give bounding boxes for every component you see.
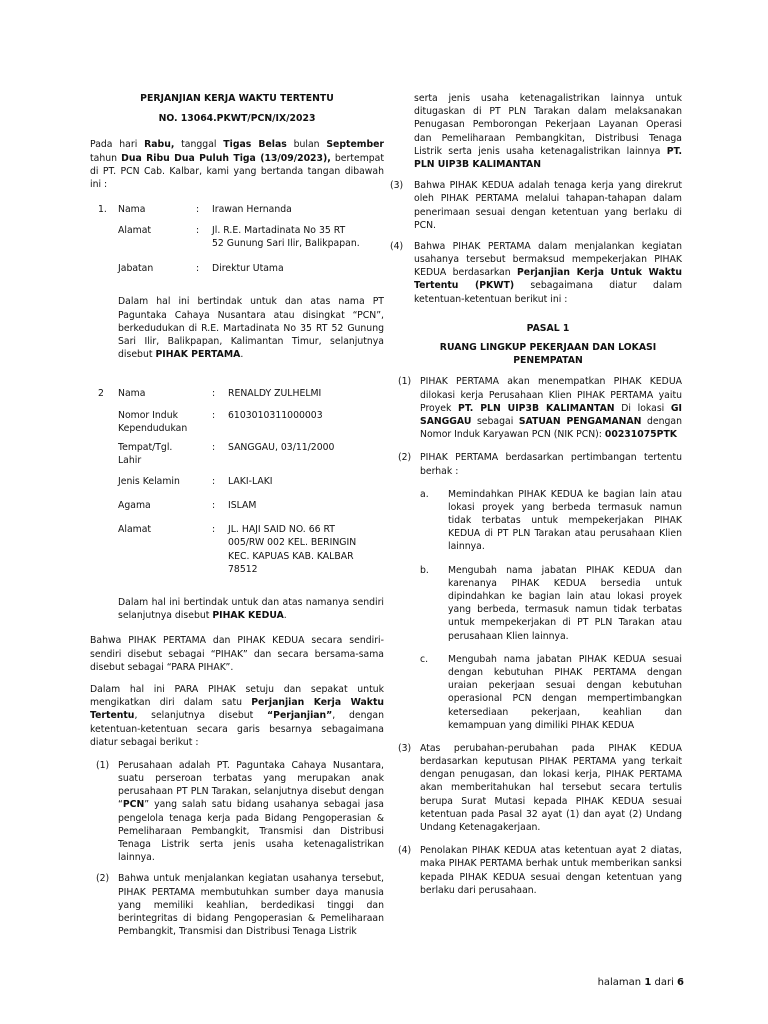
clause-number: (2) (398, 452, 412, 464)
party2-ttl-label2: Lahir (118, 455, 142, 467)
footer-text: dari (651, 977, 678, 988)
recital-2-continued (390, 92, 682, 171)
recital-bold: PCN (122, 799, 145, 811)
recital-bold: Perjanjian Kerja Untuk Waktu Tertentu (PKWT) (414, 267, 682, 292)
party2-nik: 6103010311000003 (228, 410, 323, 422)
clause-number: (1) (398, 376, 412, 388)
intro-year: Dua Ribu Dua Puluh Tiga (13/09/2023), (121, 152, 331, 164)
party2-nik-label1: Nomor Induk (118, 410, 178, 422)
pasal-heading: PASAL 1 (526, 322, 570, 334)
party2-jk-label: Jenis Kelamin (118, 476, 180, 488)
recital-1 (90, 759, 384, 865)
sub-clause-letter: b. (420, 564, 429, 576)
party2-nik-label2: Kependudukan (118, 423, 188, 435)
bahwa2-bold: “Perjanjian” (267, 710, 333, 722)
bahwa2-text: Dalam hal ini PARA PIHAK setuju dan sepakat untuk mengikatkan diri dalam satu (90, 683, 384, 709)
bahwa2-text: , selanjutnya disebut (134, 710, 268, 722)
pasal-title-line1: RUANG LINGKUP PEKERJAAN DAN LOKASI (439, 342, 657, 353)
recital-text: Bahwa untuk menjalankan kegiatan usahanya tersebut, PIHAK PERTAMA membutuhkan sumber daya manusia yang memiliki keahlian, berdedikasi tinggi dan berintegritas di bidang Pengoperasian & Pemeliharaan Pembangkit, Transmisi dan Distribusi Tenaga Listrik (118, 873, 384, 938)
recital-number: (2) (96, 873, 110, 885)
party2-alamat-line3: KEC. KAPUAS KAB. KALBAR (228, 550, 354, 562)
recital-number: (3) (390, 180, 404, 192)
page-footer (594, 976, 684, 990)
colon: : (196, 225, 200, 237)
party2-desc-end: . (283, 610, 287, 622)
recital-2 (90, 872, 384, 938)
clause-bold: SATUAN PENGAMANAN (518, 415, 642, 427)
sub-clause-a (390, 488, 682, 554)
pasal-title-line2: PENEMPATAN (513, 355, 583, 367)
party1-nama: Irawan Hernanda (212, 204, 292, 216)
party1-desc-end: . (240, 349, 244, 361)
party1-table (98, 203, 360, 275)
party2-nama: RENALDY ZULHELMI (228, 388, 322, 400)
recital-number: (1) (96, 759, 110, 771)
clause-bold: PT. PLN UIP3B KALIMANTAN (458, 402, 615, 414)
intro-month: September (326, 139, 384, 151)
party1-nama-label: Nama (118, 204, 146, 216)
clause-text: dengan Nomor Induk Karyawan PCN (NIK PCN): (420, 415, 682, 441)
clause-4 (390, 844, 682, 897)
colon: : (212, 500, 216, 512)
recital-number: (4) (390, 240, 404, 252)
recital-bold: PT. PLN UIP3B KALIMANTAN (414, 145, 682, 170)
clause-3 (390, 742, 682, 834)
party1-description (118, 295, 384, 361)
clause-bold: GI SANGGAU (420, 402, 682, 427)
recital-text: serta jenis usaha ketenagalistrikan lainnya untuk ditugaskan di PT PLN Tarakan dalam melaksanakan Penugasan Pemborongan Pekerjaan Layanan Operasi dan Pemeliharaan Pembangkitan, Distribusi Tenaga Listrik serta jenis usaha ketenagalistrikan lainnya (414, 93, 682, 157)
intro-paragraph (90, 138, 384, 191)
clause-text: Di lokasi (614, 402, 671, 414)
clause-text: PIHAK PERTAMA akan menempatkan PIHAK KEDUA dilokasi kerja Perusahaan Klien PIHAK PERTAMA yaitu Proyek (420, 376, 682, 414)
recital-text: ” yang salah satu bidang usahanya sebagai jasa pengelola tenaga kerja pada Bidang Pengoperasian & Pemeliharaan Pembangkit, Transmisi dan Distribusi Tenaga Listrik serta jenis usaha ketenagalistrikan lainnya. (118, 799, 384, 864)
party2-desc-text: Dalam hal ini bertindak untuk dan atas namanya sendiri selanjutnya disebut (118, 597, 384, 622)
recital-text: Bahwa PIHAK KEDUA adalah tenaga kerja yang direkrut oleh PIHAK PERTAMA melalui tahapan-tahapan dalam penerimaan sesuai dengan ketentuan yang berlaku di PCN. (414, 180, 682, 231)
bahwa-paragraph-1: Bahwa PIHAK PERTAMA dan PIHAK KEDUA secara sendiri-sendiri disebut sebagai “PIHAK” dan secara bersama-sama disebut sebagai “PARA PIHAK”. (90, 635, 384, 673)
bahwa2-text: , dengan ketentuan-ketentuan secara garis besarnya sebagaimana diatur sebagai berikut : (90, 710, 384, 748)
right-column (390, 92, 682, 897)
intro-text: tanggal (174, 139, 224, 151)
party2-agama: ISLAM (228, 500, 257, 512)
party2-alamat-label: Alamat (118, 524, 152, 536)
clause-1 (390, 375, 682, 441)
party2-ttl-label1: Tempat/Tgl. (118, 442, 173, 454)
bahwa-paragraph-2 (90, 683, 384, 749)
footer-page-number: 1 (644, 977, 652, 988)
colon: : (196, 204, 200, 216)
colon: : (212, 476, 216, 488)
colon: : (212, 410, 216, 422)
sub-clause-c (390, 653, 682, 732)
party2-agama-label: Agama (118, 500, 151, 512)
party2-alamat-line2: 005/RW 002 KEL. BERINGIN (228, 537, 357, 549)
party2-table (98, 387, 356, 576)
intro-text: tahun (90, 152, 122, 164)
intro-text: Pada hari (90, 139, 145, 151)
party2-desc-bold: PIHAK KEDUA (212, 610, 284, 622)
clause-text: Atas perubahan-perubahan pada PIHAK KEDUA berdasarkan keputusan PIHAK PERTAMA yang terkait dengan penugasan, dan lokasi kerja, PIHAK PERTAMA akan memberitahukan hal tersebut secara tertulis berupa Surat Mutasi kepada PIHAK KEDUA sesuai ketentuan pada Pasal 32 ayat (1) dan ayat (2) Undang Undang Ketenagakerjaan. (420, 742, 682, 833)
party1-desc-bold: PIHAK PERTAMA (155, 349, 241, 361)
party1-alamat-label: Alamat (118, 225, 152, 237)
intro-date: Tigas Belas (223, 139, 287, 151)
party2-alamat-line1: JL. HAJI SAID NO. 66 RT (228, 524, 335, 536)
clause-number: (4) (398, 845, 412, 857)
party1-alamat-line1: Jl. R.E. Martadinata No 35 RT (212, 225, 346, 237)
intro-day: Rabu, (144, 139, 175, 151)
recital-text: Perusahaan adalah PT. Paguntaka Cahaya Nusantara, suatu perseroan terbatas yang merupakan anak perusahaan PT PLN Tarakan, selanjutnya disebut dengan “ (118, 759, 384, 811)
intro-text: bulan (286, 139, 327, 151)
sub-clause-b (390, 564, 682, 643)
document-number: NO. 13064.PKWT/PCN/IX/2023 (158, 113, 316, 125)
party1-jabatan: Direktur Utama (212, 263, 284, 275)
recital-text: Bahwa PIHAK PERTAMA dalam menjalankan kegiatan usahanya tersebut bermaksud mempekerjakan PIHAK KEDUA berdasarkan (414, 240, 682, 279)
recital-text: sebagaimana diatur dalam ketentuan-ketentuan berikut ini : (414, 280, 682, 305)
party1-jabatan-label: Jabatan (118, 263, 154, 275)
sub-clause-text: Mengubah nama jabatan PIHAK KEDUA dan karenanya PIHAK KEDUA bersedia untuk dipindahkan ke bagian lain atau lokasi proyek yang berbeda, termasuk namun tidak terbatas untuk mempekerjakan di PT PLN Tarakan atau perusahaan Klien lainnya. (448, 564, 682, 642)
party1-alamat-line2: 52 Gunung Sari Ilir, Balikpapan. (212, 238, 360, 250)
colon: : (212, 524, 216, 536)
party2-ttl: SANGGAU, 03/11/2000 (228, 442, 335, 454)
party2-description (118, 596, 384, 622)
party2-alamat-line4: 78512 (228, 563, 258, 575)
left-column (90, 92, 384, 938)
colon: : (196, 263, 200, 275)
colon: : (212, 388, 216, 400)
party2-nama-label: Nama (118, 388, 146, 400)
clause-number: (3) (398, 742, 412, 754)
recital-3 (390, 179, 682, 232)
sub-clause-text: Memindahkan PIHAK KEDUA ke bagian lain atau lokasi proyek yang berbeda termasuk namun tidak terbatas untuk mempekerjakan PIHAK KEDUA di PT PLN Tarakan atau perusahaan Klien lainnya. (448, 488, 682, 553)
clause-2 (390, 451, 682, 477)
sub-clause-text: Mengubah nama jabatan PIHAK KEDUA sesuai dengan kebutuhan PIHAK PERTAMA dengan uraian pekerjaan sesuai dengan kebutuhan operasional PCN dengan mempertimbangkan ketersediaan pekerjaan, keahlian dan kemampuan yang dimiliki PIHAK KEDUA (448, 653, 682, 731)
party2-jk: LAKI-LAKI (228, 476, 273, 488)
sub-clause-letter: c. (420, 653, 429, 665)
clause-text: Penolakan PIHAK KEDUA atas ketentuan ayat 2 diatas, maka PIHAK PERTAMA berhak untuk memberikan sanksi kepada PIHAK KEDUA sesuai dengan ketentuan yang berlaku dari perusahaan. (420, 845, 682, 896)
clause-text: sebagai (471, 415, 519, 427)
footer-page-total: 6 (677, 977, 684, 988)
party1-desc-text: Dalam hal ini bertindak untuk dan atas nama PT Paguntaka Cahaya Nusantara atau disingkat “PCN”, berkedudukan di R.E. Martadinata No 35 RT 52 Gunung Sari Ilir, Balikpapan, Kalimantan Timur, selanjutnya disebut (118, 296, 384, 361)
party1-number: 1. (98, 204, 107, 216)
clause-bold: 00231075PTK (604, 429, 678, 441)
footer-text: halaman (597, 977, 645, 988)
bahwa2-bold: Perjanjian Kerja Waktu Tertentu (90, 697, 385, 722)
document-title: PERJANJIAN KERJA WAKTU TERTENTU (140, 93, 334, 104)
sub-clause-letter: a. (420, 488, 429, 500)
clause-text: PIHAK PERTAMA berdasarkan pertimbangan tertentu berhak : (420, 452, 682, 477)
colon: : (212, 442, 216, 454)
party2-number: 2 (98, 388, 104, 400)
intro-text: bertempat di PT. PCN Cab. Kalbar, kami yang bertanda tangan dibawah ini : (90, 152, 384, 190)
recital-4 (390, 240, 682, 306)
